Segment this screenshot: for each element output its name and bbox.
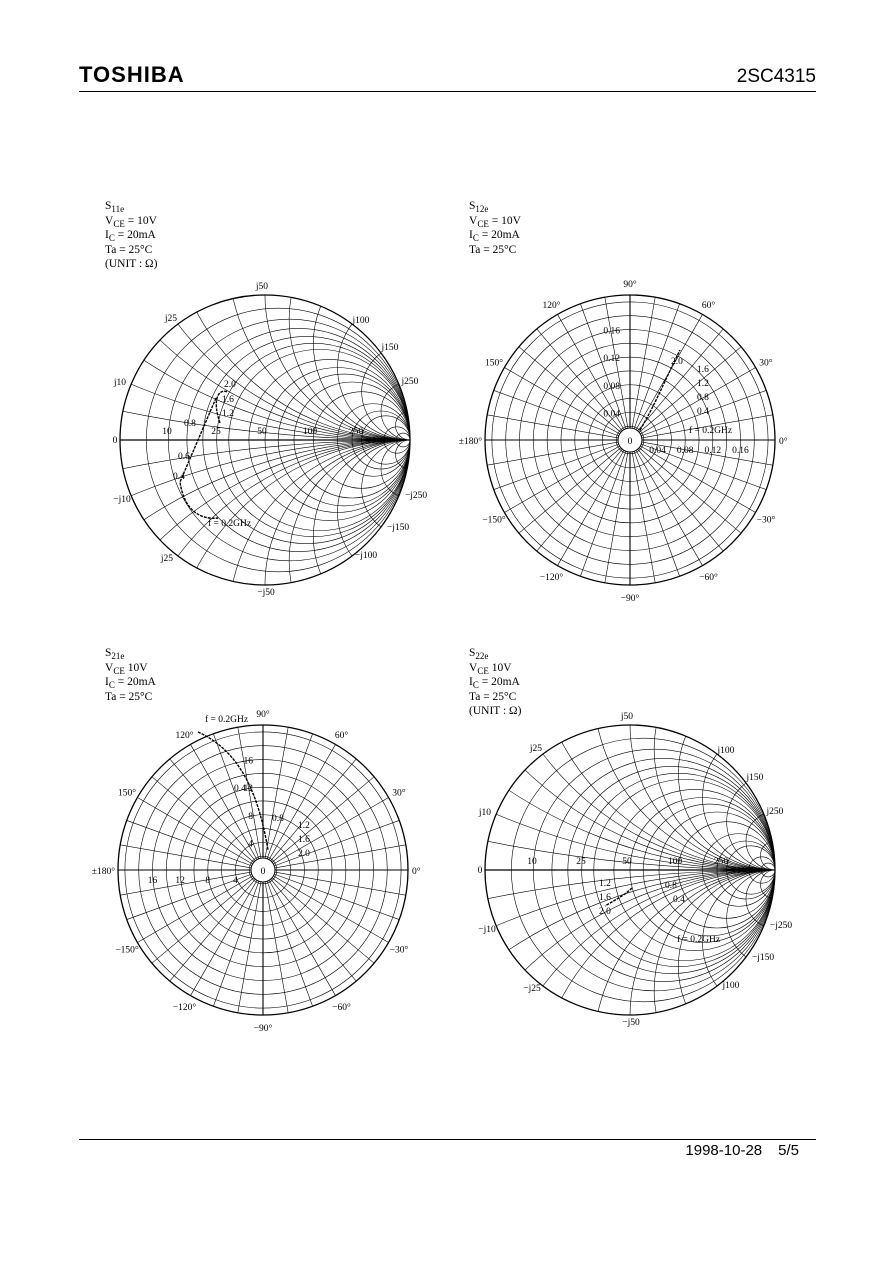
s12e-angle-line: [519, 448, 621, 533]
s22e-label-10: 100: [667, 857, 683, 867]
s22e-label-7: 10: [527, 857, 537, 867]
s12e-freq-label-1: 1.6: [697, 365, 709, 375]
s22e-label-1: j25: [529, 744, 543, 754]
s22e-freq-label-3: 0.8: [665, 881, 677, 891]
s11e-vce: $V_{CE} = 10V$: [105, 214, 157, 229]
s12e-angle-label-7: −120°: [539, 572, 564, 583]
s21e-radial-up-3: 4: [248, 839, 253, 850]
s22e-unit: (UNIT : Ω): [469, 705, 522, 717]
s21e-radial-left-0: 16: [147, 876, 158, 886]
s22e-freq-label-0: 1.2: [599, 879, 611, 889]
s12e-radial-right-1: 0.08: [676, 446, 694, 456]
s11e-label-1: j25: [164, 314, 178, 324]
s21e-freq-label-4: 1.6: [298, 835, 310, 845]
s21e-angle-label-7: −120°: [172, 1002, 197, 1013]
s11e-label-16: −j100: [354, 551, 378, 561]
s21e-angle-line: [272, 777, 374, 862]
s22e-label-11: 250: [713, 857, 729, 867]
s21e-freq-label-5: 2.0: [298, 849, 310, 859]
s12e-angle-line: [639, 448, 741, 533]
s21e-ta: Ta = 25°C: [105, 690, 153, 703]
s22e-conditions: [469, 646, 521, 719]
s12e-radial-up-1: 0.12: [603, 354, 620, 365]
s11e-label-14: −j150: [386, 523, 410, 533]
s12e-radial-right-2: 0.12: [704, 446, 722, 456]
s21e-angle-label-8: −150°: [115, 945, 139, 956]
s11e-label-10: 100: [302, 427, 318, 437]
s21e-angle-line: [120, 845, 251, 868]
s11e-freq-label-1: 1.6: [222, 395, 234, 405]
s22e-label-15: −j25: [523, 984, 541, 994]
s22e-reactance-arc: [727, 773, 824, 870]
s12e-angle-label-11: 120°: [542, 301, 561, 312]
s22e-chart: [465, 710, 795, 1045]
s12e-angle-label-8: −150°: [482, 515, 506, 526]
s11e-unit: (UNIT : Ω): [105, 258, 158, 270]
footer-page: 5/5: [778, 1142, 799, 1159]
s12e-angle-line: [537, 449, 622, 551]
s11e-reactance-arc: [338, 440, 483, 585]
s22e-freq-label-1: 1.6: [599, 893, 611, 903]
s12e-angle-label-3: 0°: [779, 437, 788, 447]
s21e-angle-line: [152, 878, 254, 963]
s21e-radial-left-2: 8: [205, 876, 211, 886]
s11e-ic: $I_C = 20mA$: [105, 229, 156, 243]
s21e-angle-line: [120, 872, 251, 895]
s21e-angle-line: [271, 759, 356, 861]
s12e-vce: $V_{CE} = 10V$: [469, 214, 521, 229]
s11e-label-0: j50: [255, 282, 269, 292]
s11e-smith-chart: [100, 280, 430, 610]
s11e-label-4: j10: [113, 378, 127, 388]
s12e-angle-label-9: ±180°: [458, 437, 482, 447]
s22e-label-4: j10: [478, 808, 492, 818]
s12e-freq-label-4: 0.4: [697, 407, 709, 417]
s22e-label-16: j100: [722, 981, 740, 991]
s22e-label-9: 50: [622, 857, 632, 867]
s21e-angle-line: [275, 845, 406, 868]
s12e-angle-line: [639, 347, 741, 432]
s21e-chart: [91, 710, 428, 1045]
s22e-label-8: 25: [576, 857, 586, 867]
s11e-reactance-arc: [362, 343, 459, 440]
s21e-origin-label: 0: [260, 867, 266, 877]
s22e-ic: $I_C = 20mA$: [469, 676, 520, 690]
s21e-angle-label-10: 150°: [118, 788, 137, 799]
s21e-angle-line: [170, 756, 255, 861]
s11e-freq-label-4: 0.6: [178, 452, 190, 462]
s11e-conditions: [105, 199, 157, 272]
s12e-angle-label-6: −90°: [620, 594, 640, 604]
s12e-freq-label-5: f = 0.2GHz: [689, 426, 733, 436]
s21e-angle-label-5: −60°: [332, 1002, 351, 1013]
s21e-angle-line: [271, 879, 356, 981]
s22e-reactance-arc: [654, 870, 892, 1112]
s22e-reactance-arc: [594, 870, 892, 1233]
s12e-freq-label-2: 1.2: [697, 379, 709, 389]
s21e-title: $S_{21e}$: [105, 647, 125, 661]
s21e-angle-label-1: 60°: [334, 731, 349, 742]
s11e-label-13: −j250: [404, 491, 428, 501]
s22e-reactance-arc: [630, 580, 892, 870]
s21e-polar-chart: [91, 710, 428, 1040]
s12e-chart: [458, 280, 795, 615]
s12e-conditions: [469, 199, 521, 257]
s12e-angle-label-4: −30°: [756, 515, 776, 526]
s21e-vce: $V_{CE}$ 10V: [105, 661, 148, 676]
s21e-conditions: [105, 646, 156, 704]
s21e-angle-label-3: 0°: [412, 867, 421, 877]
s12e-radial-up-3: 0.04: [603, 409, 620, 420]
s21e-trace: [198, 732, 268, 850]
s11e-label-9: 50: [257, 427, 267, 437]
s12e-angle-line: [605, 452, 628, 583]
s22e-reactance-arc: [654, 628, 892, 870]
s21e-angle-label-6: −90°: [253, 1024, 273, 1034]
s21e-freq-label-1: 0.4: [234, 784, 246, 794]
s12e-angle-label-1: 60°: [701, 301, 716, 312]
s12e-angle-line: [632, 452, 655, 583]
s21e-radial-up-2: 8: [248, 811, 253, 822]
s11e-label-11: 250: [348, 427, 364, 437]
s22e-reactance-arc: [533, 870, 892, 1263]
s22e-reactance-arc: [703, 870, 848, 1015]
s12e-angle-line: [487, 415, 618, 438]
s12e-angle-line: [638, 449, 723, 551]
s21e-angle-line: [272, 878, 374, 963]
s22e-label-0: j50: [620, 712, 634, 722]
s12e-angle-label-0: 90°: [623, 280, 637, 290]
s21e-radial-left-1: 12: [175, 876, 185, 886]
s22e-reactance-arc: [727, 870, 824, 967]
s12e-radial-up-0: 0.16: [603, 326, 620, 337]
s22e-freq-label-5: f = 0.2GHz: [677, 935, 721, 945]
s22e-reactance-arc: [630, 870, 892, 1160]
s12e-radial-up-2: 0.08: [603, 381, 620, 392]
s11e-reactance-arc: [362, 440, 459, 537]
s12e-freq-label-0: 2.0: [671, 357, 683, 367]
s12e-ic: $I_C = 20mA$: [469, 229, 520, 243]
s22e-label-6: 0: [477, 866, 483, 876]
brand-logo: TOSHIBA: [79, 62, 185, 87]
s22e-reactance-arc: [485, 870, 892, 1263]
header-rule: [79, 91, 816, 92]
footer-rule: [79, 1139, 816, 1140]
s22e-label-17: −j50: [622, 1018, 640, 1028]
s11e-freq-label-3: 0.8: [184, 419, 196, 429]
s21e-angle-line: [265, 727, 288, 858]
s11e-label-7: 10: [162, 427, 172, 437]
s12e-ta: Ta = 25°C: [469, 243, 517, 256]
s21e-angle-label-2: 30°: [392, 788, 406, 799]
s22e-smith-chart: [465, 710, 795, 1040]
s12e-origin-label: 0: [627, 437, 633, 447]
s12e-radial-right-0: 0.04: [649, 446, 666, 456]
s11e-label-12: −j10: [113, 495, 131, 505]
s22e-reactance-arc: [678, 870, 871, 1063]
s11e-freq-label-5: 0.4: [173, 472, 185, 482]
s12e-angle-label-5: −60°: [699, 572, 718, 583]
s21e-ic: $I_C = 20mA$: [105, 676, 156, 690]
s21e-angle-line: [238, 882, 261, 1013]
s11e-title: $S_{11e}$: [105, 200, 125, 214]
s21e-angle-line: [265, 882, 288, 1013]
s11e-label-17: −j50: [257, 588, 275, 598]
s22e-label-2: j100: [717, 746, 735, 756]
s12e-freq-label-3: 0.8: [697, 393, 709, 403]
footer-date: 1998-10-28: [685, 1142, 763, 1159]
s21e-angle-line: [170, 879, 255, 981]
s21e-radial-left-3: 4: [233, 876, 238, 886]
s21e-freq-label-0: f = 0.2GHz: [205, 715, 249, 725]
s22e-label-14: −j150: [751, 953, 775, 963]
s22e-label-3: j150: [746, 773, 764, 783]
s22e-label-5: j250: [766, 807, 784, 817]
s22e-label-12: −j10: [478, 925, 496, 935]
s22e-freq-label-2: 2.0: [599, 907, 611, 917]
s12e-angle-label-2: 30°: [759, 358, 773, 369]
s12e-radial-right-3: 0.16: [732, 446, 749, 456]
s11e-label-5: j250: [401, 377, 419, 387]
s11e-ta: Ta = 25°C: [105, 243, 153, 256]
s11e-freq-label-0: 2.0: [224, 380, 236, 390]
s11e-label-8: 25: [211, 427, 221, 437]
s21e-angle-label-4: −30°: [389, 945, 409, 956]
footer: [685, 1142, 799, 1159]
s11e-freq-label-6: f = 0.2GHz: [208, 519, 252, 529]
s21e-angle-line: [275, 872, 406, 895]
s21e-radial-up-1: 12: [243, 784, 253, 795]
s11e-label-6: 0: [112, 436, 118, 446]
s21e-freq-label-3: 1.2: [298, 821, 310, 831]
s12e-angle-label-10: 150°: [485, 358, 504, 369]
s22e-vce: $V_{CE}$ 10V: [469, 661, 512, 676]
s11e-label-3: j150: [381, 343, 399, 353]
s21e-radial-up-0: 16: [243, 756, 253, 767]
s12e-polar-chart: [458, 280, 795, 610]
s22e-freq-label-4: 0.4: [673, 895, 685, 905]
s11e-label-2: j100: [352, 316, 370, 326]
s21e-angle-label-0: 90°: [256, 710, 270, 720]
s22e-ta: Ta = 25°C: [469, 690, 517, 703]
s21e-angle-label-11: 120°: [175, 731, 194, 742]
s12e-title: $S_{12e}$: [469, 200, 489, 214]
s21e-angle-label-9: ±180°: [91, 867, 115, 877]
s11e-label-15: j25: [160, 554, 174, 564]
s21e-freq-label-2: 0.8: [272, 814, 284, 824]
s11e-freq-label-2: 1.2: [222, 409, 234, 419]
s12e-angle-line: [638, 329, 723, 431]
part-number: 2SC4315: [736, 66, 816, 87]
s12e-angle-line: [487, 442, 618, 465]
s11e-chart: [100, 280, 430, 615]
s22e-title: $S_{22e}$: [469, 647, 489, 661]
s22e-reactance-arc: [678, 677, 871, 870]
s22e-label-13: −j250: [769, 921, 793, 931]
